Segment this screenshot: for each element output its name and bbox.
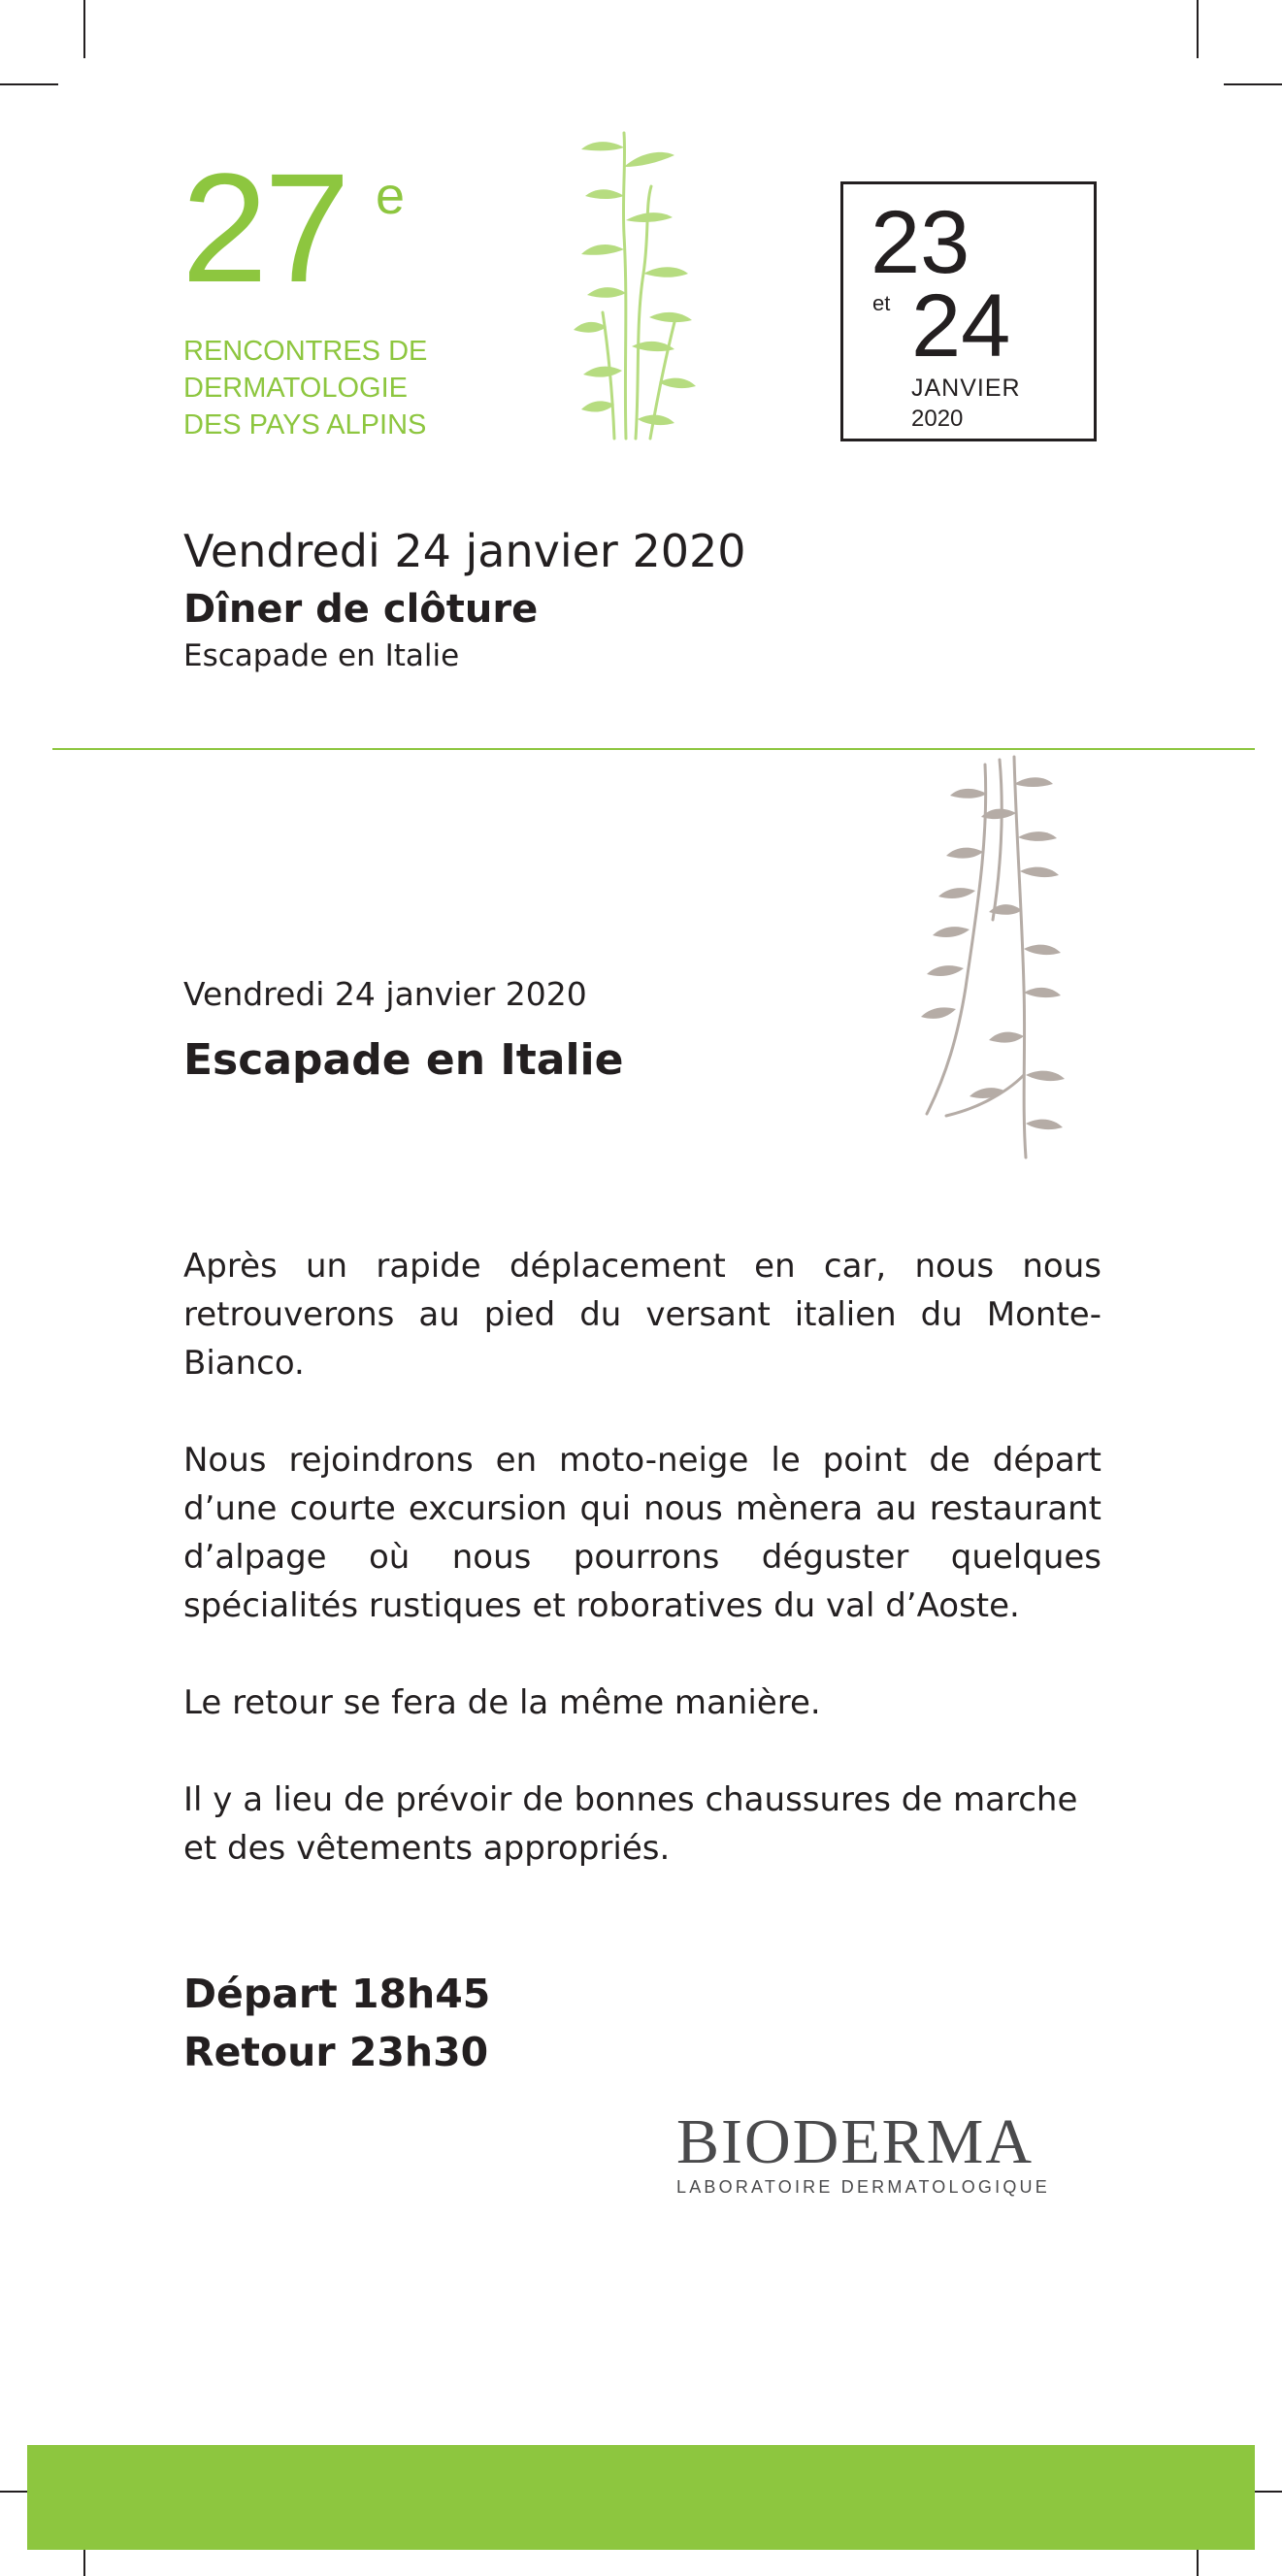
date-year: 2020 [911,406,964,432]
congress-subtitle [183,333,494,443]
description [183,1242,1101,1921]
edition-number: 27 [181,141,346,314]
details-date: Vendredi 24 janvier 2020 [183,975,587,1013]
event-date: Vendredi 24 janvier 2020 [183,525,746,577]
green-bamboo-sprig-icon [568,128,704,443]
departure-time: Départ 18h45 [183,1971,491,2017]
description-paragraph: Il y a lieu de prévoir de bonnes chaussures de marche et des vêtements appropriés. [183,1780,1078,1868]
logo-tagline: LABORATOIRE DERMATOLOGIQUE [676,2177,1050,2197]
edition-heading [181,141,473,315]
grey-willow-branch-icon [907,755,1072,1162]
date-month: JANVIER [911,375,1021,402]
description-paragraph: Le retour se fera de la même manière. [183,1683,821,1722]
subtitle-line: DERMATOLOGIE [183,373,408,404]
event-title: Dîner de clôture [183,587,539,632]
bioderma-logo [676,2106,1065,2198]
edition-suffix: e [376,167,406,225]
description-paragraph: Nous rejoindrons en moto-neige le point de départ d’une courte excursion qui nous mènera au restaurant d’alpage où nous pourrons déguster quelques spécialités rustiques et roboratives du val d’Aoste. [183,1441,1101,1625]
section-divider [52,748,1255,750]
subtitle-line: RENCONTRES DE [183,336,428,367]
crop-mark-top-right-vertical [1197,0,1199,58]
subtitle-line: DES PAYS ALPINS [183,409,427,440]
footer-band [27,2445,1255,2550]
schedule [183,1965,490,2081]
crop-mark-top-right-horizontal [1224,83,1282,85]
details-title: Escapade en Italie [183,1035,624,1085]
crop-mark-top-left-horizontal [0,83,58,85]
return-time: Retour 23h30 [183,2029,489,2075]
logo-name: BIODERMA [676,2106,1035,2177]
date-day-2: 24 [911,277,1011,375]
description-paragraph: Après un rapide déplacement en car, nous nous retrouverons au pied du versant italien du Monte-Bianco. [183,1247,1101,1383]
crop-mark-top-left-vertical [83,0,85,58]
date-day-1: 23 [871,193,970,292]
event-subtitle: Escapade en Italie [183,638,460,673]
date-conjunction: et [872,291,891,315]
date-box [840,181,1097,441]
